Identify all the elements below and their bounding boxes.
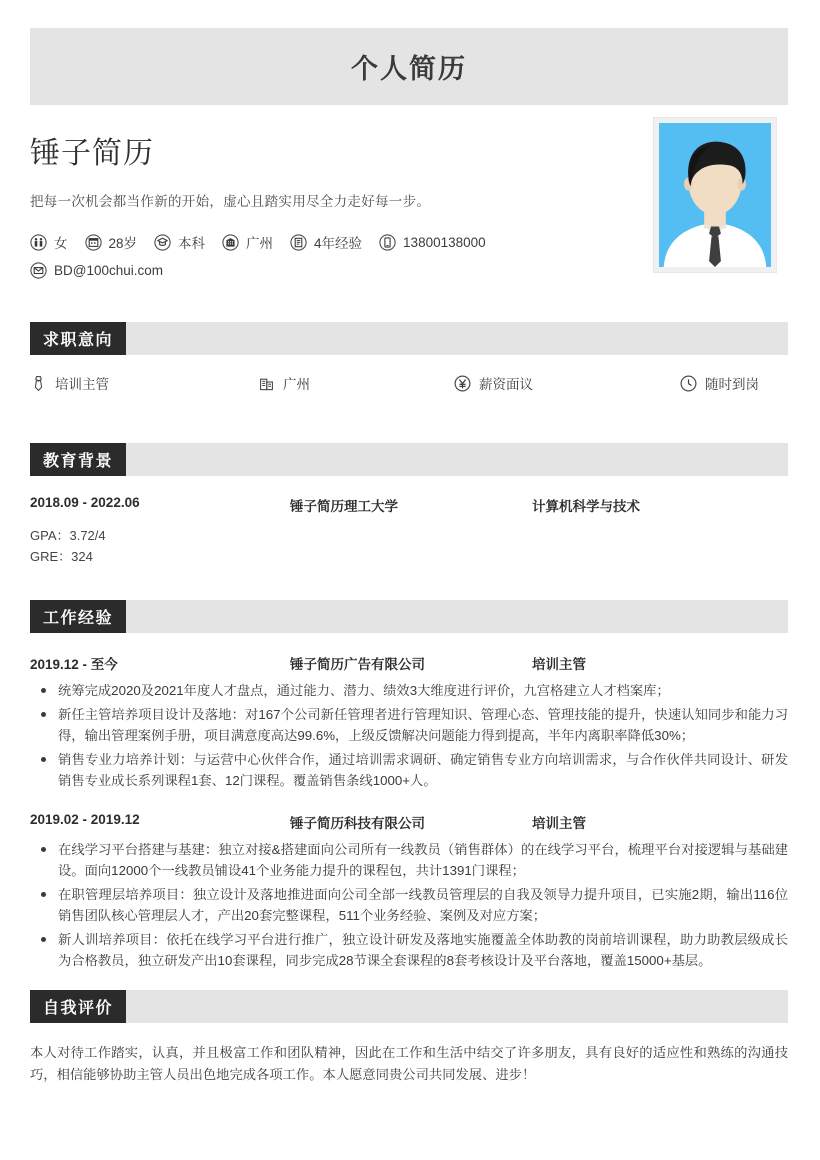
- intent-availability-label: 随时到岗: [705, 377, 759, 392]
- work-entry-header: [30, 653, 788, 673]
- fact-email: [30, 262, 163, 279]
- fact-city: [222, 232, 273, 252]
- page-title: 个人简历: [351, 54, 467, 84]
- section-heading-education: 教育背景: [30, 443, 126, 476]
- building-icon: [258, 375, 275, 392]
- intent-city-label: 广州: [283, 377, 310, 392]
- section-band: [30, 322, 788, 355]
- work-period: 2019.02 - 2019.12: [30, 811, 140, 827]
- fact-education-label: 本科: [178, 236, 206, 251]
- section-heading-job-intention: 求职意向: [30, 322, 126, 355]
- necktie-icon: [30, 375, 47, 392]
- education-major: 计算机科学与技术: [532, 499, 640, 514]
- mobile-phone-icon: [379, 234, 396, 251]
- work-entry-header: [30, 812, 788, 832]
- work-entry: [30, 812, 788, 972]
- work-position: 培训主管: [532, 815, 586, 831]
- fact-gender-label: 女: [54, 236, 68, 251]
- work-company: 锤子简历广告有限公司: [290, 657, 425, 672]
- city-building-icon: [222, 234, 239, 251]
- fact-gender: [30, 232, 68, 252]
- work-period: 2019.12 - 至今: [30, 657, 118, 672]
- section-band: [30, 443, 788, 476]
- document-title-band: [30, 28, 788, 105]
- work-bullets: [30, 839, 788, 972]
- work-bullet: 新人训培养项目：依托在线学习平台进行推广，独立设计研发及落地实施覆盖全体助教的岗前培训课程，助力助教层级成长为合格教员，独立研发产出10套课程，同步完成28节课全套课程的8套考核设计及平台落地，覆盖15000+基层。: [30, 929, 788, 972]
- yen-icon: [454, 375, 471, 392]
- work-entry: [30, 653, 788, 792]
- education-gpa: GPA：3.72/4: [30, 528, 106, 543]
- clock-icon: [680, 375, 697, 392]
- work-bullet: 新任主管培养项目设计及落地：对167个公司新任管理者进行管理知识、管理心态、管理技能的提升，快速认知同步和能力习得，输出管理案例手册，项目满意度高达99.6%，上级反馈解决问题能力得到提高，半年内离职率降低30%；: [30, 704, 788, 747]
- avatar-frame: [653, 117, 777, 273]
- section-work-experience: [30, 600, 788, 974]
- work-bullet: 销售专业力培养计划：与运营中心伙伴合作，通过培训需求调研、确定销售专业方向培训需求，与合作伙伴共同设计、研发销售专业成长系列课程1套、12门课程。覆盖销售条线1000+人。: [30, 749, 788, 792]
- education-gre: GRE：324: [30, 549, 93, 565]
- education-period: 2018.09 - 2022.06: [30, 495, 140, 510]
- intent-position-label: 培训主管: [55, 377, 109, 392]
- identity-block: [30, 128, 630, 289]
- fact-city-label: 广州: [246, 236, 274, 251]
- envelope-icon: [30, 262, 47, 279]
- work-company: 锤子简历科技有限公司: [290, 815, 425, 831]
- work-position: 培训主管: [532, 657, 586, 672]
- document-icon: [290, 234, 307, 251]
- section-self-evaluation: [30, 990, 788, 1087]
- education-details: [30, 525, 788, 568]
- fact-phone: [379, 234, 486, 251]
- personal-facts-row: [30, 232, 630, 252]
- education-entry: [30, 495, 788, 568]
- graduation-cap-icon: [154, 234, 171, 251]
- fact-experience-label: 4年经验: [314, 236, 363, 251]
- fact-phone-label: 13800138000: [403, 234, 486, 250]
- intent-salary-label: 薪资面议: [479, 377, 533, 392]
- fact-experience: [290, 232, 362, 252]
- fact-email-label: BD@100chui.com: [54, 263, 164, 278]
- person-name: 锤子简历: [30, 137, 154, 170]
- section-heading-work-experience: 工作经验: [30, 600, 126, 633]
- self-evaluation-text: 本人对待工作踏实，认真，并且极富工作和团队精神，因此在工作和生活中结交了许多朋友，具有良好的适应性和熟练的沟通技巧，相信能够协助主管人员出色地完成各项工作。本人愿意同贵公司共同发展、进步！: [30, 1045, 788, 1083]
- personal-tagline: 把每一次机会都当作新的开始，虚心且踏实用尽全力走好每一步。: [30, 194, 431, 209]
- section-heading-self-evaluation: 自我评价: [30, 990, 126, 1023]
- calendar-icon: [85, 234, 102, 251]
- intent-position: [30, 373, 258, 393]
- intent-salary: [454, 373, 680, 393]
- intent-city: [258, 373, 454, 393]
- section-job-intention: [30, 322, 788, 393]
- section-education: [30, 443, 788, 568]
- fact-age-label: 28岁: [108, 236, 138, 251]
- education-entry-header: [30, 495, 788, 515]
- contact-row: [30, 262, 630, 279]
- work-bullet: 统筹完成2020及2021年度人才盘点，通过能力、潜力、绩效3大维度进行评价，九宫格建立人才档案库；: [30, 680, 788, 702]
- fact-education: [154, 232, 205, 252]
- work-bullet: 在职管理层培养项目：独立设计及落地推进面向公司全部一线教员管理层的自我及领导力提升项目，已实施2期，输出116位销售团队核心管理层人才，产出20套完整课程，511个业务经验、案例及对应方案；: [30, 884, 788, 927]
- work-bullets: [30, 680, 788, 792]
- education-school: 锤子简历理工大学: [290, 499, 398, 514]
- gender-icon: [30, 234, 47, 251]
- avatar: [659, 123, 771, 267]
- section-band: [30, 600, 788, 633]
- job-intention-items: [30, 373, 788, 393]
- work-bullet: 在线学习平台搭建与基建：独立对接&搭建面向公司所有一线教员（销售群体）的在线学习平台，梳理平台对接逻辑与基础建设。面向12000个一线教员铺设41个业务能力提升的课程包，共计1391门课程；: [30, 839, 788, 882]
- intent-availability: [680, 373, 759, 393]
- fact-age: [85, 232, 138, 252]
- section-band: [30, 990, 788, 1023]
